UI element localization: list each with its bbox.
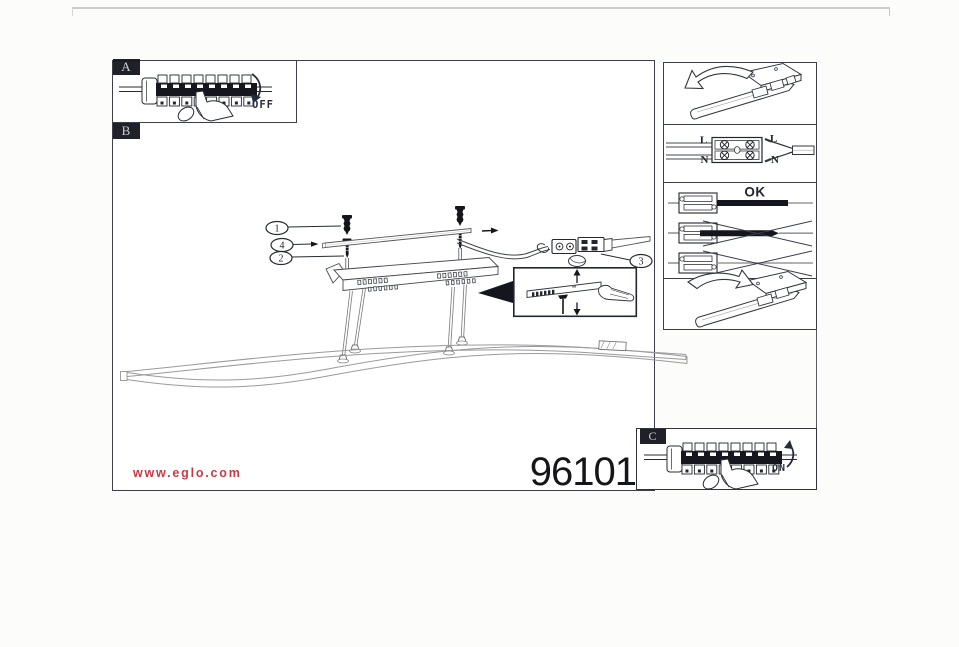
step-label-b: B xyxy=(113,123,140,139)
cable-live-label: L xyxy=(769,133,778,145)
wave-light-bars xyxy=(127,345,687,387)
open-cover-diagram xyxy=(685,64,801,120)
bar-end-cap xyxy=(121,372,128,381)
ok-label: OK xyxy=(744,184,766,200)
slide-arrow-icon xyxy=(491,228,499,234)
strip-row-correct xyxy=(668,193,813,213)
callout-1-number: 1 xyxy=(274,223,280,235)
driver-box xyxy=(599,341,626,351)
open-arrow-icon xyxy=(685,66,753,88)
terminal-live-label: L xyxy=(699,134,708,147)
terminal-neutral-label: N xyxy=(700,154,709,166)
on-arrow-icon xyxy=(784,440,793,449)
wiring-terminal-diagram xyxy=(666,133,814,166)
step-label-c: C xyxy=(640,429,666,444)
website-text: www.eglo.com xyxy=(133,466,242,480)
callout-2-number: 2 xyxy=(278,253,284,265)
callout-4-number: 4 xyxy=(279,240,285,252)
step-label-a: A xyxy=(113,59,140,75)
model-number: 96101 xyxy=(529,450,636,494)
cable-strip-diagram xyxy=(668,185,813,277)
off-label: OFF xyxy=(252,99,274,111)
on-label: ON xyxy=(771,463,787,474)
cable-neutral-label: N xyxy=(771,154,779,166)
ceiling-canopy xyxy=(326,258,498,293)
assembly-diagram xyxy=(121,206,688,387)
mounting-rail xyxy=(323,229,472,249)
strip-row-wrong-1 xyxy=(668,221,813,246)
close-cover-diagram xyxy=(688,270,806,327)
inset-detail xyxy=(478,268,636,317)
callout-3-number: 3 xyxy=(638,256,644,268)
